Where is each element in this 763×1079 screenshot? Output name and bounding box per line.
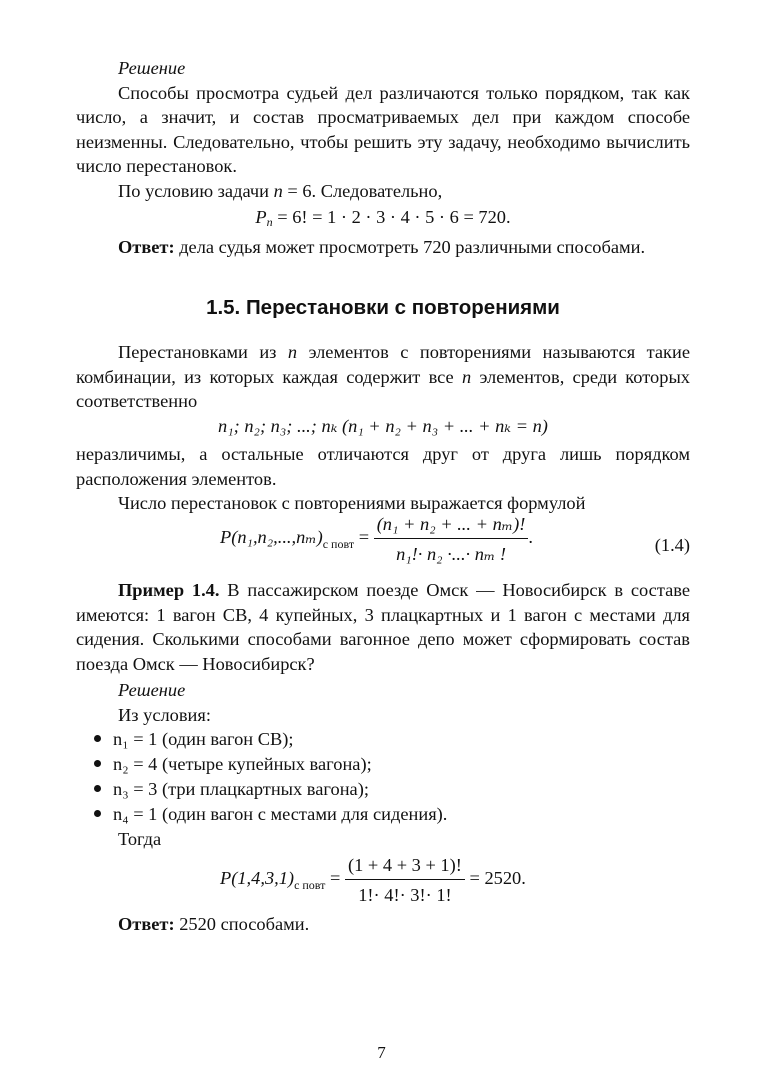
list-item: n₂ = 4 (четыре купейных вагона); [94,752,372,777]
indistinguishable-paragraph: неразличимы, а остальные отличаются друг от друга лишь порядком расположения элементов. [76,444,690,489]
answer-paragraph-2: Ответ: 2520 способами. [118,914,310,934]
permutation-formula: $P_n = 6$! = 1 · 2 · 3 · 4 · 5 · 6 = 720. [255,207,511,229]
list-item: n₄ = 1 (один вагон с местами для сидения). [94,802,447,827]
formula-intro: Число перестановок с повторениями выражается формулой [118,493,586,513]
solution-block-1 [76,56,690,203]
equation-number: (1.4) [654,535,690,555]
calculation-formula: $P(1,4,3,1)_{с повт}$ = $\frac{(1 + 4 + 3 + 1)!}{1!\cdot 4!\cdot 3!\cdot 1!}$ = 2520. [220,855,526,905]
bullet-icon [94,735,101,742]
formula-numerator: (n₁ + n₂ + ... + nₘ)! [374,513,529,539]
bullet-icon [94,760,101,767]
answer-paragraph: Ответ: дела судья может просмотреть 720 различными способами. [118,237,646,257]
page-number: 7 [377,1043,386,1062]
section-title: 1.5. Перестановки с повторениями [206,296,560,319]
solution-block-2 [76,678,690,727]
solution-paragraph: Способы просмотра судьей дел различаются только порядком, так как число, а значит, и состав просматриваемых дел при каждом способе неизменны. Следовательно, чтобы решить эту задачу, необходимо вычислить число перестановок. [76,82,690,176]
calc-lhs: P(1,4,3,1) [220,868,295,889]
example-block [76,578,690,676]
from-condition: Из условия: [118,704,211,725]
list-item: n₁ = 1 (один вагон СВ); [94,727,293,752]
formula-denominator: n₁!· n₂ ·...· nₘ ! [396,544,506,564]
bullet-icon [94,785,101,792]
answer-block-2 [76,912,690,937]
then-line: Тогда [118,829,162,849]
condition-line: По условию задачи n = 6. Следовательно, [118,180,443,201]
calc-fraction [345,854,465,906]
definition-continuation [76,442,690,516]
formula-fraction [374,513,529,565]
list-item: n₃ = 3 (три плацкартных вагона); [94,777,369,802]
calc-result: = 2520. [464,868,526,889]
formula-lhs: P(n₁,n₂,...,nₘ) [220,527,323,548]
example-paragraph: Пример 1.4. В пассажирском поезде Омск — Новосибирск в составе имеются: 1 вагон СВ, 4 купейных, 3 плацкартных и 1 вагон с местами для сидения. Сколькими способами вагонное депо может сформировать состав поезда Омск — Новосибирск? [76,580,691,674]
calc-numerator: (1 + 4 + 3 + 1)! [345,854,465,880]
calc-denominator: 1!· 4!· 3!· 1! [358,885,452,905]
formula-1-4: $P(n_1,n_2,...,n_m)_{с повт}$ = $\frac{\text{(n₁ + n₂ + ... + nₘ)!}}{\text{n₁!· n₂ ·...· nₘ !}}$ . [220,514,533,564]
answer-block-1 [76,235,690,260]
multiplicity-line: n₁; n₂; n₃; ...; nₖ (n₁ + n₂ + n₃ + ... + nₖ = n) [218,416,548,436]
solution-heading-2: Решение [118,680,186,700]
definition-paragraph: Перестановками из n элементов с повторениями называются такие комбинации, из которых каждая содержит все n элементов, среди которых соответственно [76,342,691,411]
bullet-icon [94,810,101,817]
solution-heading: Решение [118,58,186,78]
formula-lhs-sub: с повт [322,537,355,552]
calc-lhs-sub: с повт [294,878,326,893]
definition-block [76,340,690,414]
